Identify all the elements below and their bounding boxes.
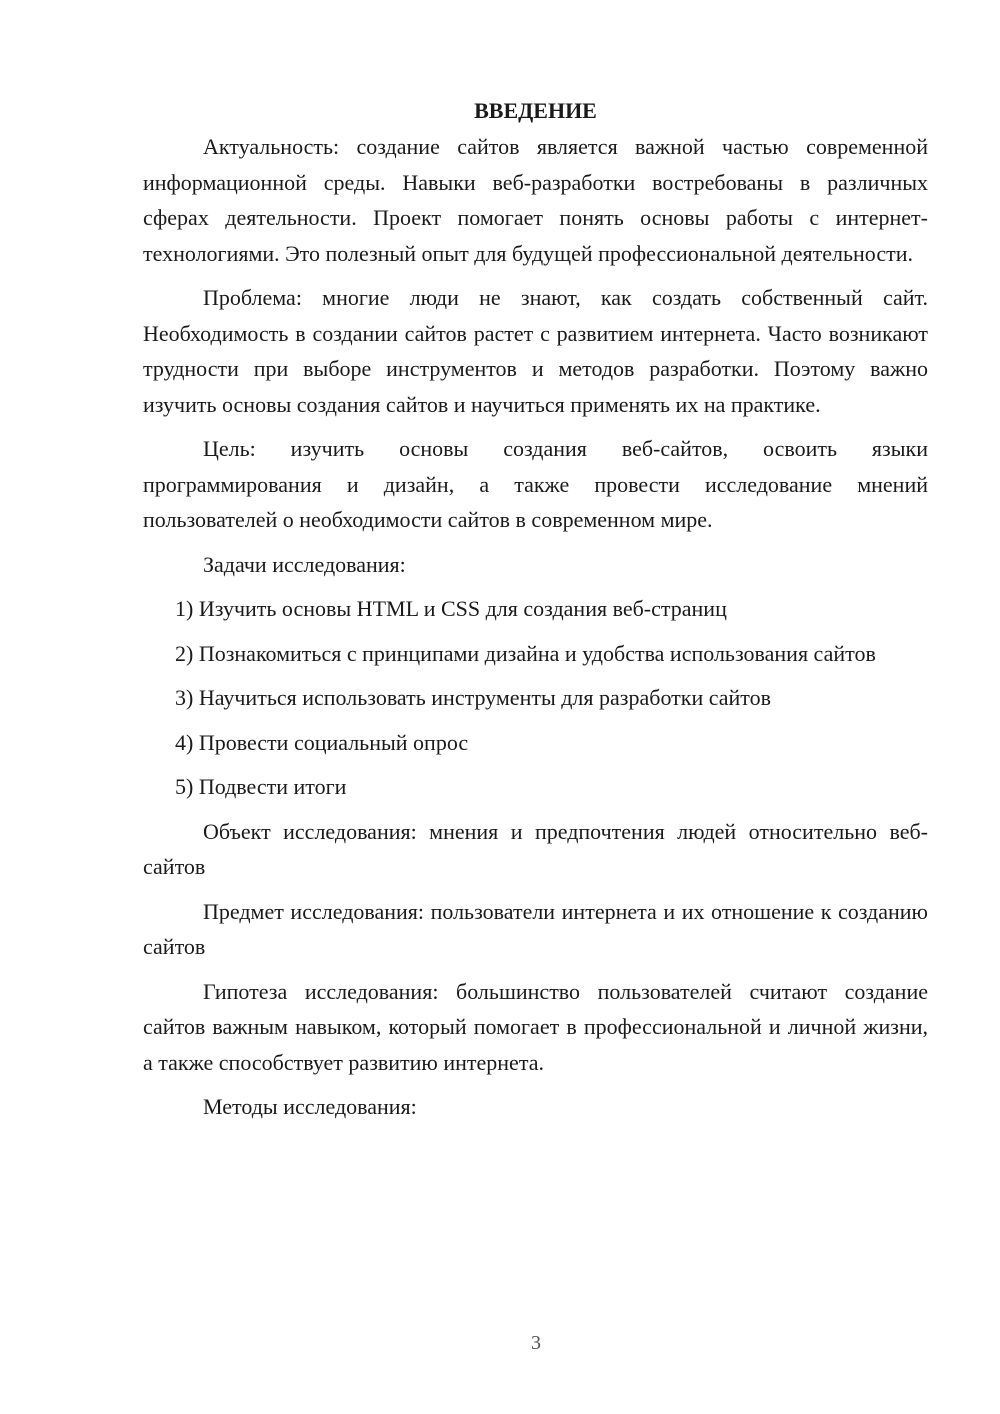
task-item-5: 5) Подвести итоги xyxy=(175,774,347,799)
task-item-4: 4) Провести социальный опрос xyxy=(175,729,469,755)
subject-paragraph: Предмет исследования: пользователи интернета и их отношение к созданию сайтов xyxy=(143,898,928,959)
object-paragraph: Объект исследования: мнения и предпочтения людей относительно веб-сайтов xyxy=(143,818,928,879)
hypothesis-paragraph: Гипотеза исследования: большинство пользователей считают создание сайтов важным навыком, который помогает в профессиональной и личной жизни, а также способствует развитию интернета. xyxy=(143,978,928,1075)
section-heading: ВВЕДЕНИЕ xyxy=(474,98,597,123)
tasks-title: Задачи исследования: xyxy=(203,551,406,577)
problem-paragraph: Проблема: многие люди не знают, как создать собственный сайт. Необходимость в создании сайтов растет с развитием интернета. Часто возникают трудности при выборе инструментов и методов разработки. Поэтому важно изучить основы создания сайтов и научиться применять их на практике. xyxy=(143,285,928,417)
task-item-3: 3) Научиться использовать инструменты для разработки сайтов xyxy=(175,685,772,710)
task-item-1: 1) Изучить основы HTML и CSS для создания веб-страниц xyxy=(175,596,727,621)
methods-title: Методы исследования: xyxy=(203,1094,417,1119)
task-item-2: 2) Познакомиться с принципами дизайна и удобства использования сайтов xyxy=(175,640,876,666)
page-number: 3 xyxy=(531,1332,541,1354)
goal-paragraph: Цель: изучить основы создания веб-сайтов, освоить языки программирования и дизайн, а также провести исследование мнений пользователей о необходимости сайтов в современном мире. xyxy=(143,436,928,532)
relevance-paragraph: Актуальность: создание сайтов является важной частью современной информационной среды. Навыки веб-разработки востребованы в различных сферах деятельности. Проект помогает понять основы работы с интернет-технологиями. Это полезный опыт для будущей профессиональной деятельности. xyxy=(143,134,928,266)
document-body xyxy=(143,96,928,1134)
